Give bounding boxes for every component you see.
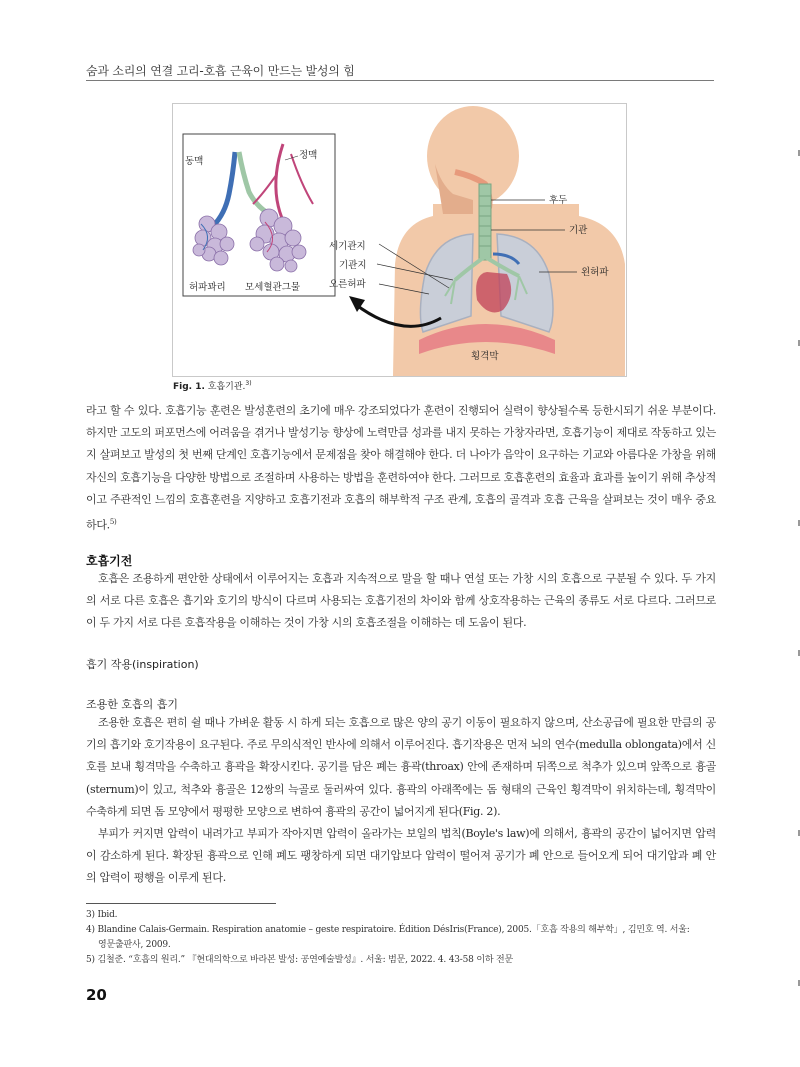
inspiration-paragraphs — [86, 712, 716, 890]
footnote-4-cont: 영문출판사, 2009. — [98, 940, 171, 950]
label-alveoli: 허파꽈리 — [189, 282, 226, 293]
figure-respiratory-organs — [172, 103, 627, 377]
label-left-lung: 왼허파 — [581, 267, 609, 278]
label-capillaries: 모세혈관그물 — [245, 282, 301, 293]
section-intro — [86, 568, 716, 635]
footnote-4: 4) Blandine Calais-Germain. Respiration anatomie – geste respiratoire. Édition DésIris(France), 2005.「호흡 작용의 해부학」, 김민호 역. 서울: — [86, 925, 690, 935]
label-right-lung: 오른허파 — [329, 279, 366, 290]
label-diaphragm: 횡격막 — [471, 351, 499, 362]
footnote-rule — [86, 903, 276, 904]
footnote-3: 3) Ibid. — [86, 910, 118, 920]
sub-heading: 흡기 작용(inspiration) — [86, 658, 199, 671]
caption-ref: 3) — [245, 380, 252, 387]
respiratory-illustration — [173, 104, 626, 376]
footnote-5: 5) 김철준. “호흡의 원리.” 『현대의학으로 바라본 발성: 공연예술발성』. 서울: 범문, 2022. 4. 43-58 이하 전문 — [86, 955, 514, 965]
page-number: 20 — [86, 986, 107, 1004]
label-vein: 정맥 — [299, 150, 318, 161]
footnotes — [86, 908, 716, 968]
label-bronchus: 기관지 — [339, 260, 367, 271]
paragraph-1 — [86, 400, 716, 537]
figure-caption — [173, 379, 252, 392]
caption-text: 호흡기관. — [204, 382, 246, 392]
section-intro-text: 호흡은 조용하게 편안한 상태에서 이루어지는 호흡과 지속적으로 말을 할 때나 연설 또는 가창 시의 호흡으로 구분될 수 있다. 두 가지의 서로 다른 호흡은 흡기와 호기의 방식이 다르며 사용되는 호흡기전의 차이와 함께 상호작용하는 근육의 종류도 서로 다르다. 그러므로 이 두 가지 서로 다른 호흡작용을 이해하는 것이 가창 시의 호흡조절을 이해하는 데 도움이 된다. — [86, 572, 716, 630]
paragraph-1-text: 라고 할 수 있다. 호흡기능 훈련은 발성훈련의 초기에 매우 강조되었다가 훈련이 진행되어 실력이 향상될수록 등한시되기 쉬운 부분이다. 하지만 고도의 퍼포먼스에 어려움을 겪거나 발성기능 향상에 노력만큼 성과를 내지 못하는 가창자라면, 호흡기능이 제대로 작동하고 있는지 살펴보고 발성의 첫 번째 단계인 호흡기능에서 문제점을 찾아 해결해야 한다. 더 나아가 음악이 요구하는 기교와 아름다운 가창을 위해 자신의 호흡기능을 다양한 방법으로 조절하며 사용하는 방법을 훈련하여야 한다. 그러므로 호흡훈련의 효율과 효과를 높이기 위해 추상적이고 주관적인 느낌의 호흡훈련을 지양하고 호흡기전과 호흡의 해부학적 구조 관계, 호흡의 골격과 호흡 근육을 살펴보는 것이 매우 중요하다. — [86, 404, 716, 532]
edge-marks — [792, 0, 800, 1067]
label-bronchiole: 세기관지 — [329, 241, 366, 252]
inspiration-para-a: 조용한 호흡은 편히 쉴 때나 가벼운 활동 시 하게 되는 호흡으로 많은 양의 공기 이동이 필요하지 않으며, 산소공급에 필요한 만큼의 공기의 흡기와 호기작용이 요구된다. 주로 무의식적인 반사에 의해서 이루어진다. 흡기작용은 먼저 뇌의 연수(medulla oblongata)에서 신호를 보내 횡격막을 수축하고 흉곽을 확장시킨다. 공기를 담은 폐는 흉곽(throax) 안에 존재하며 뒤쪽으로 척추가 있으며 앞쪽으로 흉골(sternum)이 있고, 척추와 흉골은 12쌍의 늑골로 둘러싸여 있다. 흉곽의 아래쪽에는 돔 형태의 근육인 횡격막이 위치하는데, 횡격막이 수축하게 되면 돔 모양에서 평평한 모양으로 변하여 흉곽의 공간이 넓어지게 된다(Fig. 2). — [86, 716, 716, 818]
paragraph-1-ref: 5) — [109, 518, 117, 527]
header-rule — [86, 80, 714, 81]
trachea-tube — [479, 184, 491, 260]
label-larynx: 후두 — [549, 195, 568, 206]
section-title: 호흡기전 — [86, 554, 133, 568]
sub-sub-heading: 조용한 호흡의 흡기 — [86, 698, 179, 711]
running-head: 숨과 소리의 연결 고리-호흡 근육이 만드는 발성의 힘 — [86, 64, 355, 78]
label-trachea: 기관 — [569, 225, 588, 236]
label-artery: 동맥 — [185, 156, 204, 167]
inspiration-para-b: 부피가 커지면 압력이 내려가고 부피가 작아지면 압력이 올라가는 보일의 법칙(Boyle's law)에 의해서, 흉곽의 공간이 넓어지면 압력이 감소하게 된다. 확장된 흉곽으로 인해 폐도 팽창하게 되면 대기압보다 압력이 떨어져 공기가 폐 안으로 들어오게 되어 대기압과 폐 안의 압력이 평행을 이루게 된다. — [86, 827, 716, 885]
caption-label: Fig. 1. — [173, 382, 205, 392]
